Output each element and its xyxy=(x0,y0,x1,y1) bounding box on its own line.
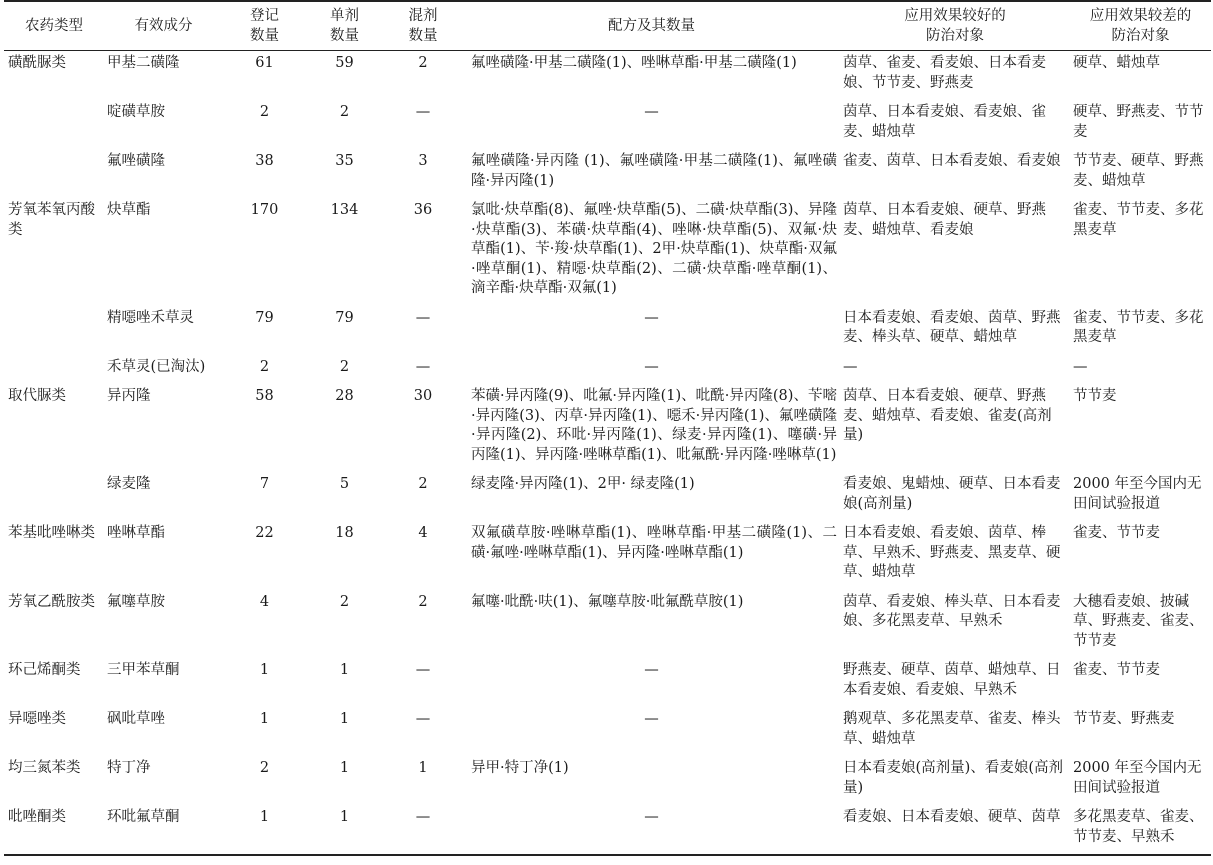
cell-mixed: — xyxy=(415,662,431,678)
table-row xyxy=(4,384,1211,472)
cell-mixed: 2 xyxy=(418,476,428,492)
cell-registered: 2 xyxy=(259,760,270,776)
cell-good-targets: — xyxy=(843,358,858,375)
table-row xyxy=(4,707,1211,756)
table-row xyxy=(4,805,1211,855)
cell-poor-targets: 大穗看麦娘、披碱草、野燕麦、雀麦、节节麦 xyxy=(1073,593,1204,649)
herbicide-table xyxy=(4,0,1211,856)
cell-mixed: — xyxy=(415,809,431,825)
cell-good-targets: 日本看麦娘、看麦娘、茵草、野燕麦、棒头草、硬草、蜡烛草 xyxy=(843,309,1061,345)
cell-registered: 1 xyxy=(259,711,270,727)
cell-good-targets: 茵草、雀麦、看麦娘、日本看麦娘、节节麦、野燕麦 xyxy=(843,55,1046,91)
cell-ingredient: 啶磺草胺 xyxy=(107,104,165,120)
cell-mixed: — xyxy=(415,711,431,727)
cell-type: 异噁唑类 xyxy=(8,711,66,727)
cell-registered: 22 xyxy=(255,525,274,541)
cell-registered: 2 xyxy=(259,104,270,120)
cell-good-targets: 看麦娘、日本看麦娘、硬草、茵草 xyxy=(843,809,1061,825)
cell-ingredient: 甲基二磺隆 xyxy=(107,55,180,71)
cell-type: 芳氧乙酰胺类 xyxy=(8,593,95,610)
cell-single: 79 xyxy=(335,309,354,326)
cell-formula: — xyxy=(644,309,659,326)
cell-formula: 绿麦隆·异丙隆(1)、2甲· 绿麦隆(1) xyxy=(471,476,695,492)
table-row xyxy=(4,521,1211,590)
cell-mixed: — xyxy=(415,104,431,120)
cell-ingredient: 禾草灵(已淘汰) xyxy=(107,358,206,375)
cell-mixed: 36 xyxy=(413,202,433,218)
header-good-targets: 应用效果较好的 防治对象 xyxy=(904,8,1006,44)
cell-single: 28 xyxy=(335,388,354,404)
header-row xyxy=(4,1,1211,51)
cell-ingredient: 唑啉草酯 xyxy=(107,525,165,541)
cell-poor-targets: 节节麦、硬草、野燕麦、蜡烛草 xyxy=(1073,153,1204,189)
cell-poor-targets: 雀麦、节节麦 xyxy=(1073,525,1160,541)
cell-ingredient: 氟唑磺隆 xyxy=(107,153,165,169)
cell-registered: 79 xyxy=(255,309,274,326)
header-type: 农药类型 xyxy=(25,17,83,34)
table-row xyxy=(4,51,1211,101)
table-row xyxy=(4,756,1211,805)
cell-ingredient: 环吡氟草酮 xyxy=(107,809,180,825)
cell-good-targets: 茵草、日本看麦娘、硬草、野燕麦、蜡烛草、看麦娘、雀麦(高剂量) xyxy=(843,388,1052,443)
cell-formula: — xyxy=(644,662,659,678)
cell-mixed: 2 xyxy=(418,593,428,610)
cell-single: 134 xyxy=(330,202,359,218)
header-single: 单剂 数量 xyxy=(330,8,359,44)
cell-mixed: 2 xyxy=(418,55,428,71)
cell-formula: 氟唑磺隆·异丙隆 (1)、氟唑磺隆·甲基二磺隆(1)、氟唑磺隆·异丙隆(1) xyxy=(471,153,837,189)
table-row xyxy=(4,658,1211,707)
header-mixed: 混剂 数量 xyxy=(408,8,438,44)
cell-formula: — xyxy=(644,711,659,727)
cell-registered: 58 xyxy=(255,388,274,404)
cell-registered: 170 xyxy=(250,202,279,218)
cell-good-targets: 日本看麦娘(高剂量)、看麦娘(高剂量) xyxy=(843,760,1063,796)
cell-formula: 氟噻·吡酰·呋(1)、氟噻草胺·吡氟酰草胺(1) xyxy=(471,593,744,610)
cell-single: 18 xyxy=(335,525,354,541)
table-row xyxy=(4,355,1211,385)
cell-good-targets: 看麦娘、鬼蜡烛、硬草、日本看麦娘(高剂量) xyxy=(843,476,1061,512)
cell-registered: 61 xyxy=(255,55,274,71)
cell-type: 吡唑酮类 xyxy=(8,809,66,825)
cell-poor-targets: 硬草、野燕麦、节节麦 xyxy=(1073,104,1204,140)
cell-poor-targets: 2000 年至今国内无田间试验报道 xyxy=(1073,476,1202,512)
cell-good-targets: 茵草、看麦娘、棒头草、日本看麦娘、多花黑麦草、早熟禾 xyxy=(843,593,1061,629)
cell-ingredient: 异丙隆 xyxy=(107,388,151,404)
cell-mixed: 30 xyxy=(413,388,433,404)
cell-good-targets: 日本看麦娘、看麦娘、茵草、棒草、早熟禾、野燕麦、黑麦草、硬草、蜡烛草 xyxy=(843,525,1061,580)
cell-poor-targets: 节节麦、野燕麦 xyxy=(1073,711,1175,727)
cell-poor-targets: 硬草、蜡烛草 xyxy=(1073,55,1160,71)
cell-registered: 2 xyxy=(259,358,270,375)
cell-type: 芳氧苯氧丙酸类 xyxy=(8,202,95,238)
cell-single: 1 xyxy=(339,711,350,727)
cell-type: 环己烯酮类 xyxy=(8,662,81,678)
cell-good-targets: 野燕麦、硬草、茵草、蜡烛草、日本看麦娘、看麦娘、早熟禾 xyxy=(843,662,1061,698)
cell-formula: 氟唑磺隆·甲基二磺隆(1)、唑啉草酯·甲基二磺隆(1) xyxy=(471,55,797,71)
cell-type: 均三氮苯类 xyxy=(8,760,81,776)
cell-poor-targets: 节节麦 xyxy=(1073,388,1117,404)
cell-single: 2 xyxy=(339,104,350,120)
cell-type xyxy=(4,472,104,521)
table-row xyxy=(4,306,1211,355)
cell-registered: 1 xyxy=(259,662,270,678)
cell-formula: — xyxy=(644,358,659,375)
cell-formula: 氯吡·炔草酯(8)、氟唑·炔草酯(5)、二磺·炔草酯(3)、异隆·炔草酯(3)、苯磺·炔草酯(4)、唑啉·炔草酯(5)、双氟·炔草酯(1)、苄·羧·炔草酯(1)、2甲·炔草酯(1)、炔草酯·双氟·唑草酮(1)、精噁·炔草酯(2)、二磺·炔草酯·唑草酮(1)、滴辛酯·炔草酯·双氟(1) xyxy=(471,202,837,296)
cell-single: 5 xyxy=(339,476,350,492)
cell-type: 磺酰脲类 xyxy=(8,55,66,71)
table-row xyxy=(4,149,1211,198)
cell-ingredient: 氟噻草胺 xyxy=(107,593,165,610)
cell-poor-targets: 2000 年至今国内无田间试验报道 xyxy=(1073,760,1202,796)
cell-single: 2 xyxy=(339,593,350,610)
cell-good-targets: 鹅观草、多花黑麦草、雀麦、棒头草、蜡烛草 xyxy=(843,711,1061,747)
table-row xyxy=(4,198,1211,306)
cell-single: 35 xyxy=(335,153,354,169)
cell-ingredient: 炔草酯 xyxy=(107,202,151,218)
cell-poor-targets: — xyxy=(1073,358,1088,375)
cell-mixed: 4 xyxy=(418,525,428,541)
table-row xyxy=(4,100,1211,149)
cell-mixed: 3 xyxy=(418,153,428,169)
cell-registered: 4 xyxy=(259,593,270,610)
cell-mixed: — xyxy=(415,358,431,375)
table-row xyxy=(4,590,1211,659)
cell-type xyxy=(4,306,104,355)
cell-single: 59 xyxy=(335,55,354,71)
cell-mixed: 1 xyxy=(418,760,428,776)
cell-single: 1 xyxy=(339,809,350,825)
cell-type xyxy=(4,149,104,198)
cell-formula: 双氟磺草胺·唑啉草酯(1)、唑啉草酯·甲基二磺隆(1)、二磺·氟唑·唑啉草酯(1)、异丙隆·唑啉草酯(1) xyxy=(471,525,837,561)
header-poor-targets: 应用效果较差的 防治对象 xyxy=(1089,8,1192,44)
cell-type: 苯基吡唑啉类 xyxy=(8,525,95,541)
cell-registered: 7 xyxy=(259,476,270,492)
cell-single: 1 xyxy=(339,662,350,678)
cell-good-targets: 茵草、日本看麦娘、看麦娘、雀麦、蜡烛草 xyxy=(843,104,1046,140)
cell-poor-targets: 雀麦、节节麦 xyxy=(1073,662,1160,678)
header-formula: 配方及其数量 xyxy=(608,17,695,34)
header-ingredient: 有效成分 xyxy=(134,17,193,34)
cell-good-targets: 茵草、日本看麦娘、硬草、野燕麦、蜡烛草、看麦娘 xyxy=(843,202,1046,238)
cell-good-targets: 雀麦、茵草、日本看麦娘、看麦娘 xyxy=(843,153,1061,169)
cell-ingredient: 精噁唑禾草灵 xyxy=(107,309,194,326)
header-registered: 登记 数量 xyxy=(250,8,279,44)
cell-type: 取代脲类 xyxy=(8,388,66,404)
table-row xyxy=(4,472,1211,521)
cell-poor-targets: 雀麦、节节麦、多花黑麦草 xyxy=(1073,309,1204,345)
cell-registered: 38 xyxy=(255,153,274,169)
cell-single: 1 xyxy=(339,760,350,776)
cell-ingredient: 三甲苯草酮 xyxy=(107,662,180,678)
cell-poor-targets: 多花黑麦草、雀麦、节节麦、早熟禾 xyxy=(1073,809,1204,845)
cell-ingredient: 砜吡草唑 xyxy=(107,711,165,727)
cell-ingredient: 绿麦隆 xyxy=(107,476,151,492)
cell-formula: — xyxy=(644,104,659,120)
cell-formula: 异甲·特丁净(1) xyxy=(471,760,569,776)
cell-type xyxy=(4,100,104,149)
cell-single: 2 xyxy=(339,358,350,375)
cell-registered: 1 xyxy=(259,809,270,825)
cell-poor-targets: 雀麦、节节麦、多花黑麦草 xyxy=(1073,202,1204,238)
cell-ingredient: 特丁净 xyxy=(107,760,151,776)
cell-mixed: — xyxy=(415,309,431,326)
cell-type xyxy=(4,355,104,385)
cell-formula: — xyxy=(644,809,659,825)
cell-formula: 苯磺·异丙隆(9)、吡氟·异丙隆(1)、吡酰·异丙隆(8)、苄嘧·异丙隆(3)、丙草·异丙隆(1)、噁禾·异丙隆(1)、氟唑磺隆·异丙隆(2)、环吡·异丙隆(1)、绿麦·异丙隆(1)、噻磺·异丙隆(1)、异丙隆·唑啉草酯(1)、吡氟酰·异丙隆·唑啉草(1) xyxy=(471,388,837,463)
